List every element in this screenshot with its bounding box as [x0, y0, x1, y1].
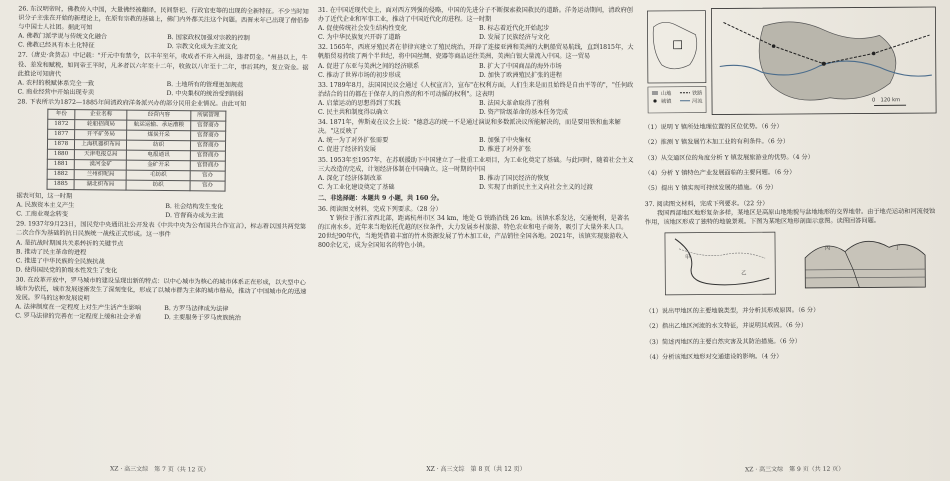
answer-option: C. 民主共和制度得以确立: [318, 109, 389, 117]
table-header-cell: 年份: [48, 109, 75, 119]
contour-line: [679, 248, 765, 259]
answer-options: [18, 32, 310, 53]
town-marker: [822, 62, 826, 66]
question: [18, 51, 310, 100]
terrain-figure: [645, 227, 941, 301]
table-cell: 1881: [47, 159, 74, 169]
answer-option: B. 推动了民主革命的进程: [15, 248, 87, 256]
answer-option: D. 加快了欧洲殖民扩张的进程: [479, 71, 562, 79]
mountain-region: [759, 21, 896, 100]
answer-options: [318, 99, 634, 117]
question: [318, 43, 634, 79]
table-row: [47, 179, 225, 191]
question: [318, 118, 634, 154]
question-37: [645, 198, 941, 227]
answer-options: [18, 78, 310, 99]
diagram-label: 乙: [741, 270, 747, 277]
question-stem: 28. 下表所示为1872—1885年间清政府洋务派兴办的部分民用企业情况。由此可知: [17, 98, 247, 108]
answer-option: C. 为工业化建设奠定了基础: [318, 183, 395, 191]
sub-question: （1）说明 Y 镇所处地理位置的区位优势。（6 分）: [644, 123, 783, 132]
answer-option: A. 民族资本主义产生: [16, 201, 75, 210]
question: [16, 220, 309, 278]
table-cell: 湖北织布局: [74, 180, 126, 191]
answer-option: C. 佛教已经具有本土化特征: [18, 41, 95, 50]
table-cell: 纺织: [126, 180, 189, 191]
question: [15, 275, 307, 324]
table-cell: 1885: [47, 179, 74, 189]
page-7: [14, 4, 311, 477]
sub-question: （3）简述丙地区的主要自然灾害及其防治措施。（6 分）: [645, 337, 801, 346]
page-9: [643, 5, 942, 477]
question-stem: 31. 在中国近现代史上，面对西方列强的侵略，中国的先进分子不断探索救国救民的道路。洋务运动期间，清政府创办了近代企业和军事工业，推动了中国近代化的进程。这一时期: [318, 7, 633, 24]
answer-option: B. 加强了中央集权: [479, 137, 531, 145]
answer-option: B. 法国大革命取得了胜利: [479, 99, 550, 107]
block-diagram: [805, 241, 925, 288]
question-37-parts: [645, 305, 941, 362]
map-figure: [643, 5, 940, 117]
table-cell: 1878: [47, 139, 74, 149]
diagram-label: 甲: [685, 254, 691, 261]
question: [318, 6, 634, 42]
question: [318, 81, 634, 117]
legend-label: 河流: [692, 98, 703, 105]
answer-option: D. 推进了对外扩张: [479, 146, 531, 154]
river-course: [675, 238, 769, 285]
table-cell: 纺织: [127, 140, 190, 151]
question-stem: 32. 1565年，西班牙殖民者在菲律宾建立了殖民统治，开辟了连接亚洲和美洲的大帆船贸易航线，直到1815年，大帆船贸易持续了两个半世纪，将中国丝绸、瓷器等商品运往美洲，美洲白银大量流入中国。这一贸易: [318, 44, 634, 61]
answer-options: [318, 136, 634, 154]
table-cell: 兰州织呢局: [74, 170, 126, 181]
answer-option: A. 启蒙运动的思想得到了实践: [318, 99, 401, 107]
table-cell: 电报通讯: [127, 150, 190, 161]
table-cell: 1877: [48, 129, 75, 139]
answer-options: [318, 24, 634, 42]
answer-options: [318, 174, 634, 192]
legend-label: 铁路: [691, 90, 703, 97]
diagram-label: 丙: [825, 245, 831, 252]
river-map-frame: [665, 232, 775, 295]
answer-option: D. 宗教文化成为主流文化: [166, 43, 238, 52]
answer-option: B. 标志着近代化开始起步: [479, 25, 550, 33]
answer-option: D. 中央集权的统治受到削弱: [166, 89, 244, 98]
page-footer: XZ · 高三文综 第 7 页（共 12 页）: [109, 465, 210, 474]
answer-option: B. 扩大了中国商品的海外市场: [479, 62, 562, 70]
page-footer: XZ · 高三文综 第 9 页（共 12 页）: [744, 465, 845, 474]
inset-coastline: [653, 22, 697, 69]
question-stem: 33. 1789年8月，法国国民议会通过《人权宣言》，宣布"在权利方面，人们生来是而且始终是自由平等的"，"任何政治结合的目的都在于保存人的自然的和不可动摇的权利"。这表明: [318, 81, 634, 98]
question: [318, 156, 634, 192]
answer-option: D. 实现了由新民主主义向社会主义的过渡: [479, 183, 593, 191]
answer-option: D. 官督商办成为主流: [165, 212, 224, 220]
sub-question: （2）推测 Y 镇发展竹木加工业的有利条件。（6 分）: [644, 138, 790, 147]
question-stem: 37. 阅读图文材料，完成下列要求。（22 分）: [644, 199, 769, 208]
answer-options: [318, 62, 634, 80]
table-header-cell: 所属管理: [191, 111, 226, 121]
question-material: Y 镇位于浙江省西北部，距离杭州市区 34 km，地处 G 铁路沿线 26 km。该镇水系发达，交通便利，是著名的江南水乡。近年来当地依托优越的区位条件，大力发展乡村旅游、特色农业和电子商务，吸引了大量外来人口。20世纪90年代，当地凭借着丰富的竹木资源发展了竹木加工业，产品销往全国各地。2021年，该镇实现旅游收入800余亿元，成为全国知名的特色小镇。: [318, 215, 630, 250]
question-stem: 27.（唐史·食货志）中记载："开元中有禁令，以丰年至年，收成者不许入州县，违者罚金。"州县以上，牛役、差发和赋税，如同帝王平时，凡多者以六年至十二年，收敛以八年至十二年，事后其约，复立资金。据此推论可知唐代: [17, 51, 309, 78]
answer-option: C. 促进了经济的发展: [318, 146, 376, 154]
diagram-label: 丁: [895, 245, 901, 252]
table-cell: 1882: [47, 169, 74, 179]
section-title: 二、非选择题：本题共 9 小题，共 160 分。: [318, 194, 443, 202]
table-cell: 开平矿务局: [75, 130, 127, 141]
answer-option: C. 推进了中华民族的全民族抗战: [15, 257, 105, 266]
sub-question: （2）指出乙地区河流的水文特征，并说明其成因。（6 分）: [645, 322, 808, 331]
sub-question: （1）说出甲地区的主要地貌类型，并分析其形成原因。（6 分）: [645, 306, 820, 316]
table-cell: 煤炭开采: [127, 130, 190, 141]
legend-label: 城镇: [661, 98, 672, 105]
answer-option: B. 土地所有的管理更加规范: [166, 80, 244, 89]
answer-option: C. 工商业观念转变: [16, 210, 69, 219]
page-8: [318, 6, 634, 476]
question-material: 我国西部地区地形复杂多样，某地区是高原山地地貌与盆地地形的交界地带。由于地壳运动和河流侵蚀作用，该地区形成了独特的地貌景观。下图为某地区地形剖面示意图。读图回答问题。: [644, 207, 936, 226]
answer-option: A. 促使传统社会发生结构性变化: [318, 25, 407, 33]
town-marker: [772, 44, 776, 48]
table-cell: 官办: [190, 181, 225, 191]
table-cell: 航运运输、承运漕粮: [127, 120, 190, 131]
question-stem: 29. 1937年9月23日，国民党中央通讯社公开发表《中共中央为公布国共合作宣言》，标志着以国共两党第二次合作为基础的抗日民族统一战线正式形成。这一事件: [16, 220, 307, 239]
question-list: [15, 192, 308, 324]
table-cell: 毛纺织: [127, 170, 190, 181]
page-footer: XZ · 高三文综 第 8 页（共 12 页）: [426, 465, 526, 473]
sub-question: （5）提出 Y 镇实现可持续发展的措施。（6 分）: [644, 184, 777, 193]
answer-options: [16, 201, 308, 222]
answer-option: B. 国家政权加强对宗教的控制: [167, 34, 250, 43]
legend-label: 山地: [660, 90, 672, 97]
table-cell: 1880: [47, 149, 74, 159]
legend-town-swatch: [653, 99, 656, 102]
answer-option: A. 是抗战时期国共关系转折的关键节点: [15, 238, 124, 248]
answer-options: [15, 303, 307, 324]
answer-option: D. 使得国民党的阶级本性发生了变化: [15, 266, 118, 275]
terrain-diagram: [645, 227, 941, 301]
enterprise-table: [47, 109, 227, 192]
table-cell: 轮船招商局: [75, 120, 127, 131]
answer-option: C. 推动了世界市场的初步形成: [318, 71, 401, 79]
answer-option: A. 佛教门派学说与传统文化融合: [18, 32, 108, 41]
question-stem: 36. 阅读图文材料，完成下列要求。（28 分）: [318, 205, 442, 213]
region-map: [643, 5, 940, 117]
question: [17, 97, 309, 109]
sub-question: （4）分析 Y 镇特色产业发展面临的主要问题。（6 分）: [644, 169, 796, 178]
answer-option: A. 深化了经济体制改革: [318, 174, 383, 182]
answer-option: A. 法律制度在一定程度上对生产生活产生影响: [15, 303, 142, 312]
question: [16, 192, 308, 222]
table-cell: 官督商办: [190, 151, 225, 161]
answer-option: D. 主要服务于罗马贵族统治: [164, 314, 241, 323]
table-cell: 天津电报总局: [75, 150, 127, 161]
table-cell: 漠河金矿: [74, 160, 126, 171]
sub-question: （4）分析该地区地形对交通建设的影响。（4 分）: [645, 352, 783, 361]
answer-option: B. 方罗马法律成为法律: [164, 305, 229, 313]
question: [18, 4, 310, 53]
table-body: [47, 119, 226, 191]
question-36-parts: [644, 121, 940, 193]
question-stem: 26. 东汉明帝时，佛教传入中国，大量佛经被翻译，民间祭祀、行政官吏等的出现的全新特征。不少当时知识分子主张在开始的新理论上，在原有宗教的基础上，佛门内外都关注这个问题。西晋末年已出现了僧侣参与中国士人社团。据此可知: [18, 5, 310, 32]
answer-option: C. 罗马法律的完善在一定程度上缓和社会矛盾: [15, 312, 142, 322]
table-header-cell: 经营内容: [127, 110, 190, 121]
question-list: [17, 4, 310, 109]
question-36: [318, 205, 634, 250]
table-cell: 官督商办: [190, 161, 225, 171]
answer-option: A. 统一为了对外扩张需要: [318, 137, 389, 145]
question-stem: 据表可知，这一时期: [16, 192, 73, 201]
table-cell: 1872: [48, 119, 75, 129]
town-marker: [872, 52, 876, 56]
sub-question: （3）从交通区位的角度分析 Y 镇发展旅游业的优势。（4 分）: [644, 153, 814, 162]
answer-option: C. 商业经营中开始出现专卖: [17, 88, 95, 97]
answer-options: [16, 238, 308, 277]
answer-option: C. 为中华民族复兴开辟了道路: [318, 34, 401, 42]
inset-highlight: [674, 41, 682, 49]
answer-option: D. 资产阶级革命的基本任务完成: [479, 109, 569, 117]
answer-option: B. 社会结构发生变化: [165, 203, 224, 211]
table-cell: 官督商办: [190, 131, 225, 141]
question-stem: 35. 1953年至1957年，在苏联援助下中国建立了一批重工业项目，为工业化奠定了基础。与此同时，随着社会主义三大改造的完成，计划经济体制在中国确立。这一时期的中国: [318, 156, 634, 173]
question-stem: 34. 1871年，俾斯麦在议会上说："德意志的统一不是通过演说和多数派决议所能解决的，而是要用铁和血来解决。"这反映了: [318, 119, 621, 136]
answer-option: B. 推动了国民经济的恢复: [479, 174, 550, 182]
table-header-cell: 企业名称: [75, 110, 127, 121]
question-stem: 30. 在改革开放中，罗马城市的建设呈现出新的特点：以中心城市为核心的城市体系正在形成，以大型中心城市为依托，城市发展逐渐发生了深刻变化，形成了以城市群为主体的城市格局，推动了中国城市化的迅速发展。罗马的这种发展说明: [15, 276, 307, 303]
table-cell: 上海机器织布局: [75, 140, 127, 151]
table-cell: 官督商办: [190, 121, 225, 131]
legend-mountain-swatch: [652, 91, 658, 95]
inset-map-frame: [647, 11, 706, 83]
table-cell: 官督商办: [190, 141, 225, 151]
table-cell: 官办: [190, 171, 225, 181]
answer-option: A. 促进了东亚与美洲之间的经济联系: [318, 62, 420, 70]
answer-option: A. 农村的税赋体系完全一致: [17, 79, 95, 88]
scale-label: 0 120 km: [871, 97, 901, 104]
question-list: [318, 6, 634, 192]
answer-option: D. 发展了民族经济与文化: [479, 34, 550, 42]
table-cell: 金矿开采: [127, 160, 190, 171]
